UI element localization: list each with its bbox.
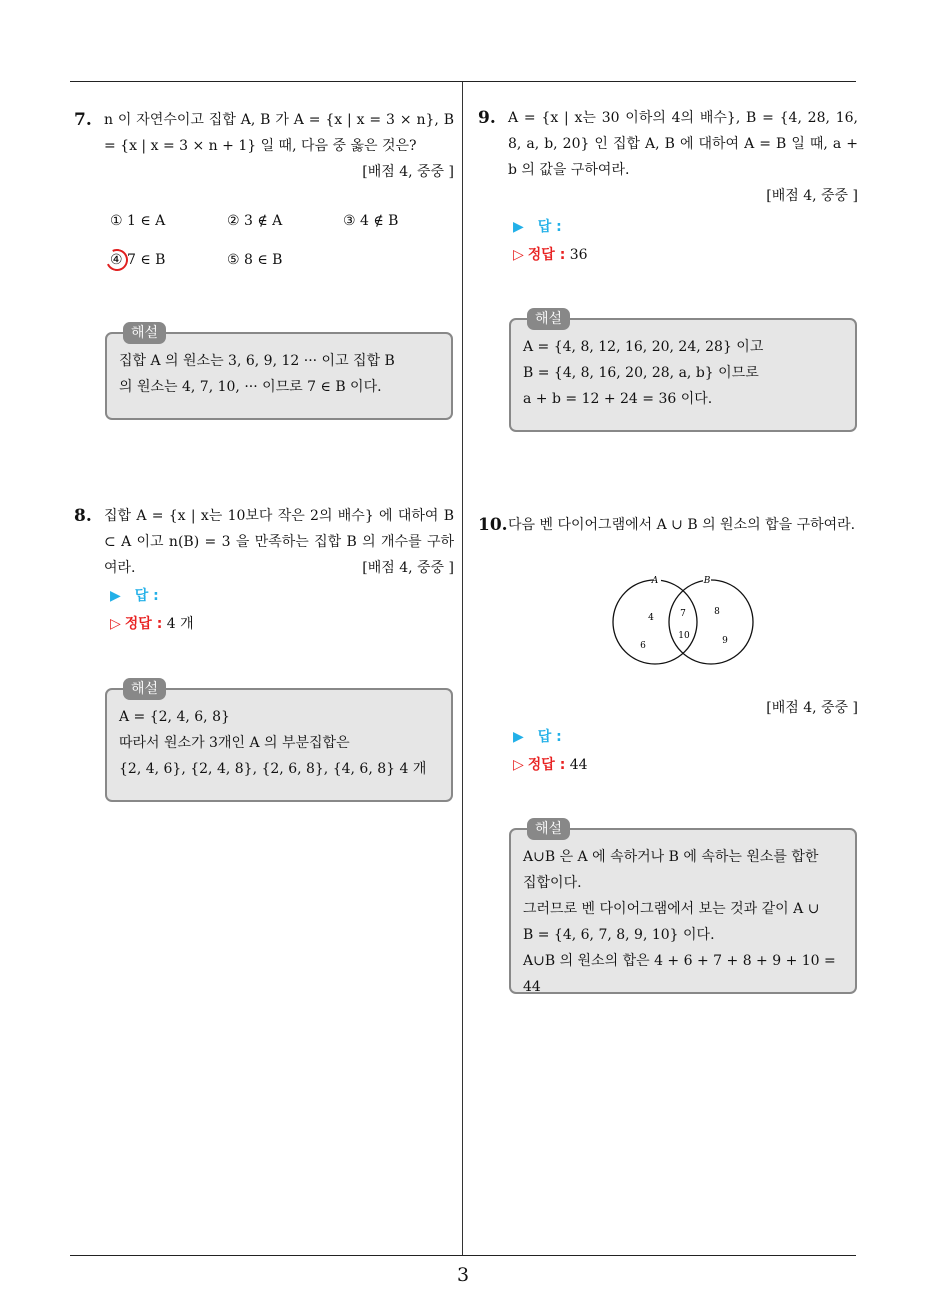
explanation-line: A∪B 의 원소의 합은 4 + 6 + 7 + 8 + 9 + 10 = 44 xyxy=(523,953,836,995)
explanation-line: A = {4, 8, 12, 16, 20, 24, 28} 이고 xyxy=(523,339,764,355)
explanation-line: {2, 4, 6}, {2, 4, 8}, {2, 6, 8}, {4, 6, 8} 4 개 xyxy=(119,761,427,777)
solution-value: 44 xyxy=(569,757,588,773)
problem-text: 집합 A = {x | x는 10보다 작은 2의 배수} 에 대하여 B ⊂ A 이고 n(B) = 3 을 만족하는 집합 B 의 개수를 구하여라. xyxy=(104,508,454,576)
venn-element: 7 xyxy=(680,609,686,619)
explanation-line: 의 원소는 4, 7, 10, ··· 이므로 7 ∈ B 이다. xyxy=(119,379,382,395)
solution-value: 36 xyxy=(569,247,588,263)
problem-number: 7. xyxy=(74,110,92,130)
explanation-tag: 해설 xyxy=(123,678,166,700)
choice-5[interactable]: ⑤ 8 ∈ B xyxy=(227,252,283,268)
explanation-line: B = {4, 8, 16, 20, 28, a, b} 이므로 xyxy=(523,365,759,381)
explanation-line: B = {4, 6, 7, 8, 9, 10} 이다. xyxy=(523,927,715,943)
venn-element: 10 xyxy=(678,631,690,641)
solution-label: 정답 : xyxy=(527,247,566,263)
problem-score: [배점 4, 중중 ] xyxy=(362,164,454,180)
problem-text: A = {x | x는 30 이하의 4의 배수}, B = {4, 28, 16, 8, a, b, 20} 인 집합 A, B 에 대하여 A = B 일 때, a + b 의 값을 구하여라. xyxy=(508,110,858,178)
problem-number: 9. xyxy=(478,108,496,128)
solution-line-8 xyxy=(110,613,194,633)
explanation-line: a + b = 12 + 24 = 36 이다. xyxy=(523,391,713,407)
answer-line-10 xyxy=(513,726,562,746)
answer-arrow-icon: ▶ xyxy=(110,588,121,604)
explanation-line: A = {2, 4, 6, 8} xyxy=(119,709,230,725)
solution-arrow-icon: ▷ xyxy=(513,757,524,773)
solution-line-10 xyxy=(513,754,588,774)
explanation-tag: 해설 xyxy=(527,308,570,330)
solution-line-9 xyxy=(513,244,588,264)
explanation-tag: 해설 xyxy=(123,322,166,344)
choice-3[interactable]: ③ 4 ∉ B xyxy=(343,213,399,229)
bottom-rule xyxy=(70,1255,856,1256)
solution-arrow-icon: ▷ xyxy=(513,247,524,263)
problem-8 xyxy=(74,503,454,581)
top-rule xyxy=(70,81,856,82)
venn-circle-a xyxy=(613,580,697,664)
explanation-box-8 xyxy=(105,681,453,802)
problem-score: [배점 4, 중중 ] xyxy=(766,700,858,716)
selected-answer-circle xyxy=(103,246,131,274)
answer-arrow-icon: ▶ xyxy=(513,219,524,235)
venn-label-a: A xyxy=(651,576,659,586)
venn-element: 9 xyxy=(722,636,728,646)
problem-9 xyxy=(478,105,858,209)
choice-1[interactable]: ① 1 ∈ A xyxy=(110,213,166,229)
problem-number: 8. xyxy=(74,506,92,526)
answer-label: 답 : xyxy=(134,588,159,604)
explanation-box-10 xyxy=(509,821,857,995)
problem-score: [배점 4, 중중 ] xyxy=(766,188,858,204)
venn-element: 8 xyxy=(714,607,720,617)
solution-label: 정답 : xyxy=(124,616,163,632)
answer-label: 답 : xyxy=(537,219,562,235)
problem-score: [배점 4, 중중 ] xyxy=(362,560,454,576)
venn-circle-b xyxy=(669,580,753,664)
choice-2[interactable]: ② 3 ∉ A xyxy=(227,213,283,229)
column-divider xyxy=(462,82,463,1255)
answer-arrow-icon: ▶ xyxy=(513,729,524,745)
explanation-line: 그러므로 벤 다이어그램에서 보는 것과 같이 A ∪ xyxy=(523,901,820,917)
explanation-line: A∪B 은 A 에 속하거나 B 에 속하는 원소를 합한 xyxy=(523,849,819,865)
answer-label: 답 : xyxy=(537,729,562,745)
problem-text: n 이 자연수이고 집합 A, B 가 A = {x | x = 3 × n}, B = {x | x = 3 × n + 1} 일 때, 다음 중 옳은 것은? xyxy=(104,112,454,154)
page-number: 3 xyxy=(456,1264,470,1286)
explanation-line: 집합이다. xyxy=(523,875,582,891)
venn-diagram xyxy=(605,570,765,675)
explanation-box-9 xyxy=(509,311,857,432)
explanation-box-7 xyxy=(105,325,453,420)
venn-element: 4 xyxy=(648,613,654,623)
answer-line-9 xyxy=(513,216,562,236)
answer-line-8 xyxy=(110,585,159,605)
venn-label-b: B xyxy=(703,576,711,586)
solution-value: 4 개 xyxy=(166,616,194,632)
choice-4[interactable]: ④ 7 ∈ B xyxy=(110,252,166,268)
problem-text: 다음 벤 다이어그램에서 A ∪ B 의 원소의 합을 구하여라. xyxy=(508,517,856,533)
explanation-line: 따라서 원소가 3개인 A 의 부분집합은 xyxy=(119,735,350,751)
explanation-tag: 해설 xyxy=(527,818,570,840)
solution-arrow-icon: ▷ xyxy=(110,616,121,632)
problem-7 xyxy=(74,107,454,185)
problem-10 xyxy=(478,512,858,538)
venn-element: 6 xyxy=(640,641,646,651)
solution-label: 정답 : xyxy=(527,757,566,773)
explanation-line: 집합 A 의 원소는 3, 6, 9, 12 ··· 이고 집합 B xyxy=(119,353,395,369)
problem-number: 10. xyxy=(478,515,508,535)
